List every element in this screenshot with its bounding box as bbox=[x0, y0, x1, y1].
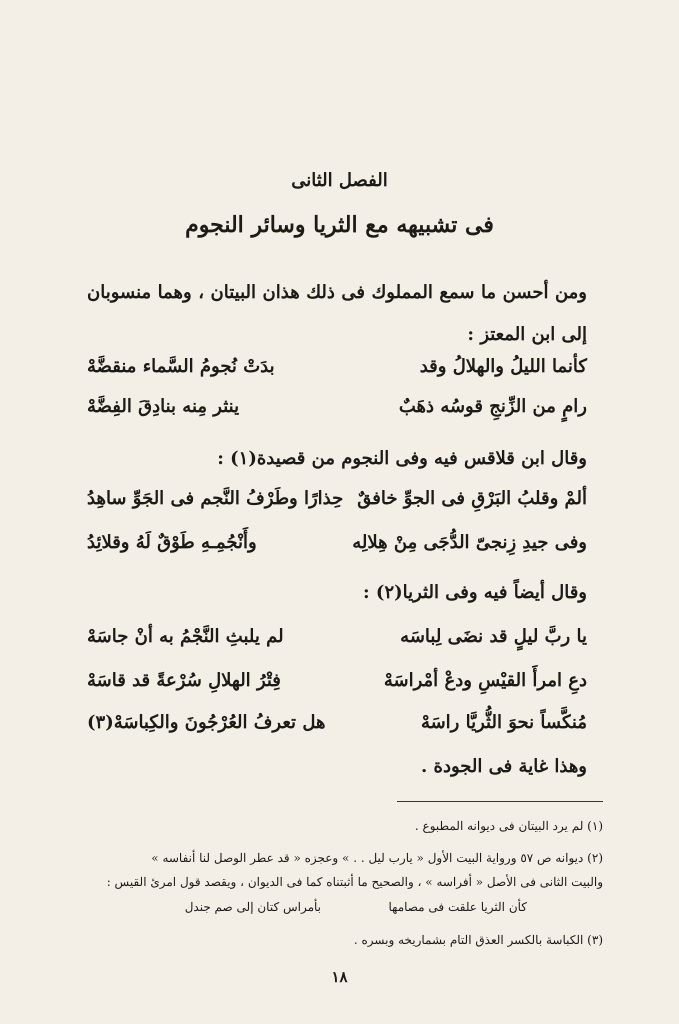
verse-first-hemistich: ألمْ وقلبُ البَرْقِ فى الجوِّ خافقٌ bbox=[357, 488, 587, 509]
footnote-separator bbox=[397, 801, 603, 802]
verse-first-hemistich: رامٍ من الزِّنجِ قوسُه ذهَبٌ bbox=[398, 396, 587, 417]
verse-line bbox=[87, 356, 587, 392]
verse-line bbox=[87, 396, 587, 432]
verse-line bbox=[87, 670, 587, 706]
footnote-2: (٢) ديوانه ص ٥٧ ورواية البيت الأول « يارب ليل . . » وعجزه « قد عطر الوصل لنا أنفاسه » bbox=[151, 851, 603, 865]
verse-second-hemistich: هل تعرفُ العُرْجُونَ والكِباسَهْ(٣) bbox=[87, 712, 326, 733]
attribution-line: وقال أيضاً فيه وفى الثريا(٢) : bbox=[363, 582, 587, 603]
verse-first-hemistich: وفى جيدِ زِنجىّ الدُّجَى مِنْ هِلالِه bbox=[352, 532, 587, 553]
chapter-subtitle: فى تشبيهه مع الثريا وسائر النجوم bbox=[185, 212, 494, 238]
verse-first-hemistich: دعِ امرأَ القيْسِ ودعْ أمْراسَهْ bbox=[383, 670, 587, 691]
verse-second-hemistich: ينثر مِنه بنادِقَ الفِضَّهْ bbox=[87, 396, 240, 417]
verse-second-hemistich: وأَنْجُمِـهِ طَوْقٌ لَهُ وقلائِدُ bbox=[87, 532, 257, 553]
footnote-verse-second-hemistich: بأمراس كتان إلى صم جندل bbox=[184, 900, 321, 914]
footnote-2-continued: والبيت الثانى فى الأصل « أفراسه » ، والصحيح ما أثبتناه كما فى الديوان ، ويقصد قول امرئ القيس : bbox=[106, 875, 603, 889]
page-number: ١٨ bbox=[331, 968, 348, 986]
verse-line bbox=[87, 488, 587, 524]
verse-second-hemistich: حِذارًا وطَرْفُ النَّجم فى الجَوِّ ساهِدُ bbox=[87, 488, 344, 509]
chapter-title: الفصل الثانى bbox=[291, 170, 388, 191]
attribution-line: وقال ابن قلاقس فيه وفى النجوم من قصيدة(١) : bbox=[217, 448, 587, 469]
verse-second-hemistich: بدَتْ نُجومُ السَّماء منقضَّهْ bbox=[87, 356, 275, 377]
verse-line bbox=[87, 626, 587, 662]
footnote-1: (١) لم يرد البيتان فى ديوانه المطبوع . bbox=[414, 819, 603, 833]
verse-second-hemistich: فِتْرُ الهلالِ سُرْعةً قد قاسَهْ bbox=[87, 670, 281, 691]
verse-line bbox=[87, 532, 587, 568]
verse-second-hemistich: لم يلبثِ النَّجْمُ به أنْ جاسَهْ bbox=[87, 626, 284, 647]
verse-first-hemistich: يا ربَّ ليلٍ قد نضَى لِباسَه bbox=[400, 626, 587, 647]
verse-line bbox=[87, 712, 587, 748]
footnote-verse-first-hemistich: كأن الثريا علقت فى مصامها bbox=[388, 900, 527, 914]
closing-line: وهذا غاية فى الجودة . bbox=[421, 756, 587, 777]
intro-paragraph: ومن أحسن ما سمع المملوك فى ذلك هذان البيتان ، وهما منسوبان إلى ابن المعتز : bbox=[87, 282, 587, 345]
footnote-3: (٣) الكباسة بالكسر العذق التام بشماريخه وبسره . bbox=[353, 933, 603, 947]
verse-first-hemistich: مُنكَّساً نحوَ الثُّريَّا راسَهْ bbox=[420, 712, 587, 733]
verse-first-hemistich: كأنما الليلُ والهلالُ وقد bbox=[419, 356, 587, 377]
